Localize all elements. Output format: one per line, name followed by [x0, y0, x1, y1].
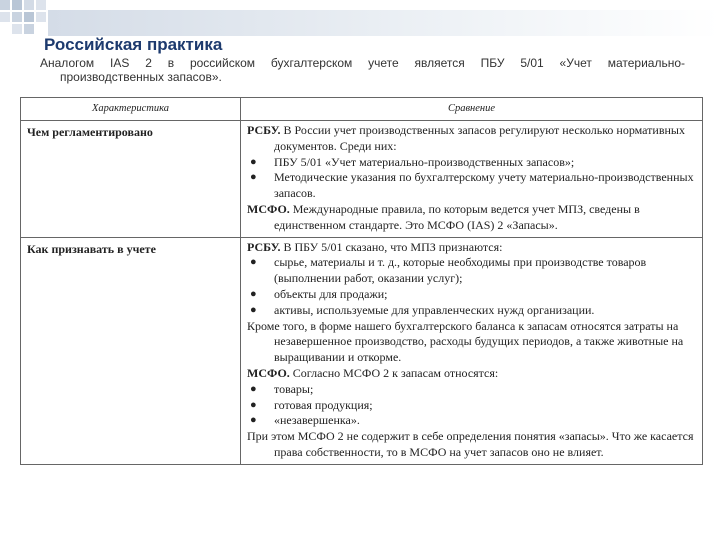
paragraph-text: В ПБУ 5/01 сказано, что МПЗ признаются:: [280, 239, 503, 254]
paragraph: [247, 123, 696, 155]
bullet-item: [247, 170, 696, 202]
standard-tag: РСБУ.: [247, 123, 281, 137]
bullet-item: [247, 398, 696, 414]
table-row: [21, 237, 703, 464]
decorative-square: [36, 0, 46, 10]
decorative-square: [36, 12, 46, 22]
standard-tag: МСФО.: [247, 365, 290, 380]
bullet-dot-icon: ●: [250, 256, 257, 269]
bullet-text: товары;: [274, 381, 314, 396]
bullet-dot-icon: ●: [250, 155, 257, 168]
paragraph-text: Согласно МСФО 2 к запасам относятся:: [289, 365, 499, 380]
paragraph-text: Международные правила, по которым ведется учет МПЗ, сведены в единственном стандарте. Это МСФО (IAS) 2 «Запасы».: [274, 201, 640, 232]
bullet-text: сырье, материалы и т. д., которые необходимы при производстве товаров (выполнении работ, оказании услуг);: [274, 255, 647, 286]
row-content: [241, 237, 703, 464]
bullet-text: ПБУ 5/01 «Учет материально-производственных запасов»;: [274, 154, 575, 169]
row-content: [241, 121, 703, 238]
decorative-square: [0, 0, 10, 10]
bullet-dot-icon: ●: [250, 382, 257, 395]
bullet-item: [247, 382, 696, 398]
bullet-item: [247, 287, 696, 303]
decorative-square: [0, 12, 10, 22]
comparison-table: [20, 97, 703, 465]
decorative-square: [12, 0, 22, 10]
decorative-square: [12, 12, 22, 22]
paragraph-text: Кроме того, в форме нашего бухгалтерского баланса к запасам относятся затраты на незавершенное производство, расходы будущих периодов, а также животные на выращивании и откорме.: [247, 318, 684, 365]
row-label: Чем регламентировано: [21, 121, 241, 238]
decorative-square: [12, 24, 22, 34]
bullet-text: готовая продукция;: [274, 397, 373, 412]
intro-text: [40, 56, 685, 84]
paragraph-text: В России учет производственных запасов регулируют несколько нормативных документов. Среди них:: [274, 123, 685, 153]
bullet-item: [247, 255, 696, 287]
bullet-item: [247, 303, 696, 319]
table-row: [21, 121, 703, 238]
decorative-square: [24, 12, 34, 22]
bullet-dot-icon: ●: [250, 398, 257, 411]
bullet-text: «незавершенка».: [274, 413, 360, 428]
bullet-text: Методические указания по бухгалтерскому учету материально-производственных запасов.: [274, 170, 694, 201]
header-comparison: Сравнение: [241, 98, 703, 121]
bullet-dot-icon: ●: [250, 414, 257, 427]
decorative-square: [24, 0, 34, 10]
standard-tag: МСФО.: [247, 201, 290, 216]
bullet-item: [247, 155, 696, 171]
bullet-dot-icon: ●: [250, 287, 257, 300]
table-header-row: [21, 98, 703, 121]
paragraph: [247, 366, 696, 382]
header-characteristic: Характеристика: [21, 98, 241, 121]
row-label: Как признавать в учете: [21, 237, 241, 464]
paragraph: [247, 429, 696, 461]
bullet-text: активы, используемые для управленческих нужд организации.: [274, 302, 595, 317]
title-bar-background: [48, 10, 720, 36]
intro-line-1: Аналогом IAS 2 в российском бухгалтерском учете является ПБУ 5/01 «Учет материально-: [40, 56, 685, 70]
paragraph: [247, 319, 696, 366]
bullet-dot-icon: ●: [250, 303, 257, 316]
paragraph: [247, 240, 696, 256]
decorative-square: [24, 24, 34, 34]
paragraph-text: При этом МСФО 2 не содержит в себе определения понятия «запасы». Что же касается права собственности, то в МСФО на учет запасов оно не влияет.: [247, 429, 694, 459]
standard-tag: РСБУ.: [247, 239, 281, 254]
page-title: Российская практика: [44, 35, 223, 54]
intro-line-2: производственных запасов».: [60, 70, 222, 84]
bullet-dot-icon: ●: [250, 171, 257, 184]
paragraph: [247, 202, 696, 234]
bullet-text: объекты для продажи;: [274, 286, 388, 301]
bullet-item: [247, 413, 696, 429]
